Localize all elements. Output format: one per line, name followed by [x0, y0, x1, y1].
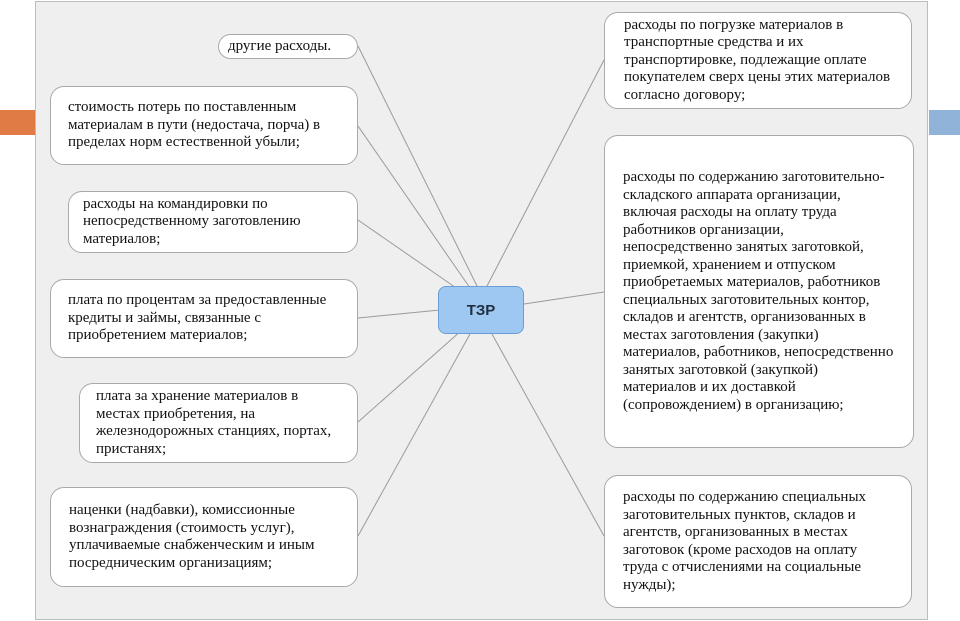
node-loan-interest: [50, 279, 358, 358]
node-text: плата по процентам за предоставленные кредиты и займы, связанные с приобретением материалов;: [68, 292, 327, 344]
node-markups-commissions: [50, 487, 358, 587]
node-text: расходы по содержанию специальных заготовительных пунктов, складов и агентств, организованных в местах заготовок (кроме расходов на оплату труда с отчислениями на социальные нужды);: [623, 489, 867, 593]
node-procurement-warehouse-staff: [604, 135, 914, 448]
node-text: другие расходы.: [228, 37, 332, 54]
node-special-procurement-points: [604, 475, 912, 608]
node-transit-losses: [50, 86, 358, 165]
node-other-expenses: [218, 34, 358, 59]
connector-line: [524, 292, 604, 304]
connector-line: [358, 220, 462, 292]
connector-line: [486, 60, 604, 288]
node-text: расходы по содержанию заготовительно-складского аппарата организации, включая расходы на оплату труда работников организации, непосредственно занятых заготовкой, приемкой, хранением и отпуском приобретаемых материалов, работников специальных заготовительных контор, складов и агентств, организованных в местах заготовления (закупки) материалов, работников, непосредственно занятых заготовкой (закупкой) материалов и их доставкой (сопровождением) в организацию;: [623, 169, 894, 413]
node-business-trips: [68, 191, 358, 253]
center-node-label: ТЗР: [466, 301, 496, 319]
connector-line: [358, 334, 470, 536]
node-text: стоимость потерь по поставленным материалам в пути (недостача, порча) в пределах норм естественной убыли;: [68, 99, 321, 151]
node-storage-fees: [79, 383, 358, 463]
node-text: расходы по погрузке материалов в транспортные средства и их транспортировке, подлежащие оплате покупателем сверх цены этих материалов согласно договору;: [624, 16, 891, 103]
node-text: расходы на командировки по непосредственному заготовлению материалов;: [83, 195, 301, 247]
connector-line: [358, 46, 478, 288]
connector-line: [492, 334, 604, 536]
node-loading-transport: [604, 12, 912, 109]
connector-line: [358, 310, 440, 318]
node-text: плата за хранение материалов в местах приобретения, на железнодорожных станциях, портах, пристанях;: [96, 388, 332, 457]
connector-line: [358, 126, 470, 288]
node-text: наценки (надбавки), комиссионные вознаграждения (стоимость услуг), уплачиваемые снабженческим и иным посредническим организациям;: [69, 502, 315, 571]
center-node-tzr: [438, 286, 524, 334]
